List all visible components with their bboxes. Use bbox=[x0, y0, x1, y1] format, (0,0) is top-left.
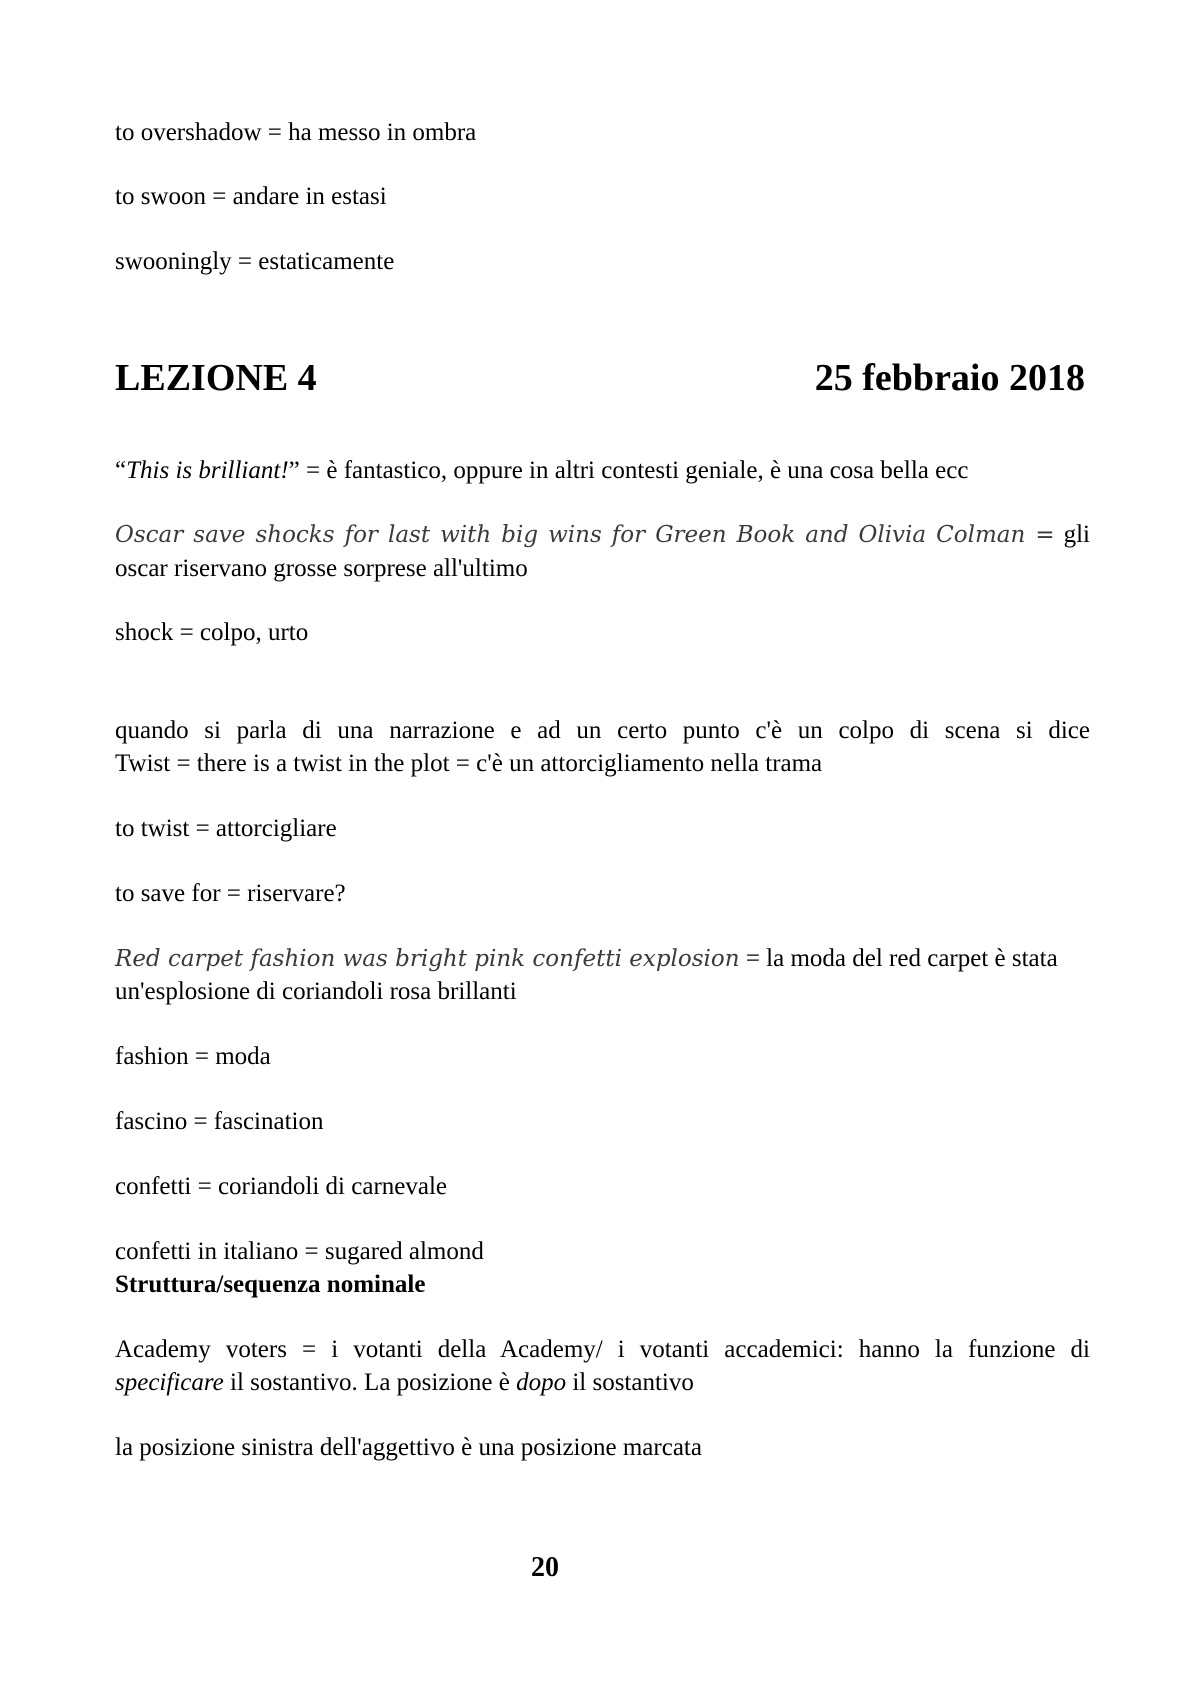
page-number: 20 bbox=[531, 1552, 559, 1583]
academy-line-2 bbox=[115, 1366, 1090, 1400]
vocab-to-twist: to twist = attorcigliare bbox=[115, 815, 337, 842]
red-carpet-translation-start: = la moda del red carpet è stata bbox=[739, 945, 1058, 972]
vocab-confetti: confetti = coriandoli di carnevale bbox=[115, 1173, 448, 1200]
lesson-title: LEZIONE 4 bbox=[115, 357, 317, 399]
vocab-shock: shock = colpo, urto bbox=[115, 619, 309, 646]
twist-line-2: Twist = there is a twist in the plot = c'è un attorcigliamento nella trama bbox=[115, 750, 823, 777]
vocab-confetti-italiano: confetti in italiano = sugared almond bbox=[115, 1238, 484, 1265]
vocab-swoon: to swoon = andare in estasi bbox=[115, 183, 387, 210]
oscar-phrase: Oscar save shocks for last with big wins for Green Book and Olivia Colman = bbox=[115, 522, 1055, 548]
academy-line-1: Academy voters = i votanti della Academy/ i votanti accademici: hanno la funzione di bbox=[115, 1336, 1090, 1363]
twist-line-1: quando si parla di una narrazione e ad un certo punto c'è un colpo di scena si dice bbox=[115, 717, 1090, 744]
oscar-line-1 bbox=[115, 518, 1090, 552]
red-carpet-line-1 bbox=[115, 942, 1090, 976]
red-carpet-phrase: Red carpet fashion was bright pink confetti explosion bbox=[115, 946, 740, 972]
brilliant-line bbox=[115, 454, 1090, 488]
vocab-swooningly: swooningly = estaticamente bbox=[115, 248, 395, 275]
academy-specificare: specificare bbox=[115, 1369, 224, 1396]
academy-mid: il sostantivo. La posizione è bbox=[223, 1369, 517, 1396]
lesson-heading bbox=[115, 356, 1085, 400]
vocab-overshadow: to overshadow = ha messo in ombra bbox=[115, 119, 477, 146]
academy-end: il sostantivo bbox=[566, 1369, 694, 1396]
oscar-line-2: oscar riservano grosse sorprese all'ultimo bbox=[115, 555, 528, 582]
vocab-fashion: fashion = moda bbox=[115, 1043, 271, 1070]
lesson-date: 25 febbraio 2018 bbox=[814, 357, 1085, 399]
vocab-fascino: fascino = fascination bbox=[115, 1108, 324, 1135]
oscar-translation-start: gli bbox=[1063, 521, 1090, 548]
academy-dopo: dopo bbox=[516, 1369, 567, 1396]
open-quote: “ bbox=[115, 457, 127, 484]
section-title: Struttura/sequenza nominale bbox=[115, 1271, 426, 1298]
red-carpet-line-2: un'esplosione di coriandoli rosa brillanti bbox=[115, 978, 517, 1005]
brilliant-phrase: This is brilliant! bbox=[126, 457, 289, 484]
vocab-save-for: to save for = riservare? bbox=[115, 880, 346, 907]
last-line: la posizione sinistra dell'aggettivo è una posizione marcata bbox=[115, 1434, 702, 1461]
brilliant-translation: ” = è fantastico, oppure in altri contesti geniale, è una cosa bella ecc bbox=[288, 457, 969, 484]
